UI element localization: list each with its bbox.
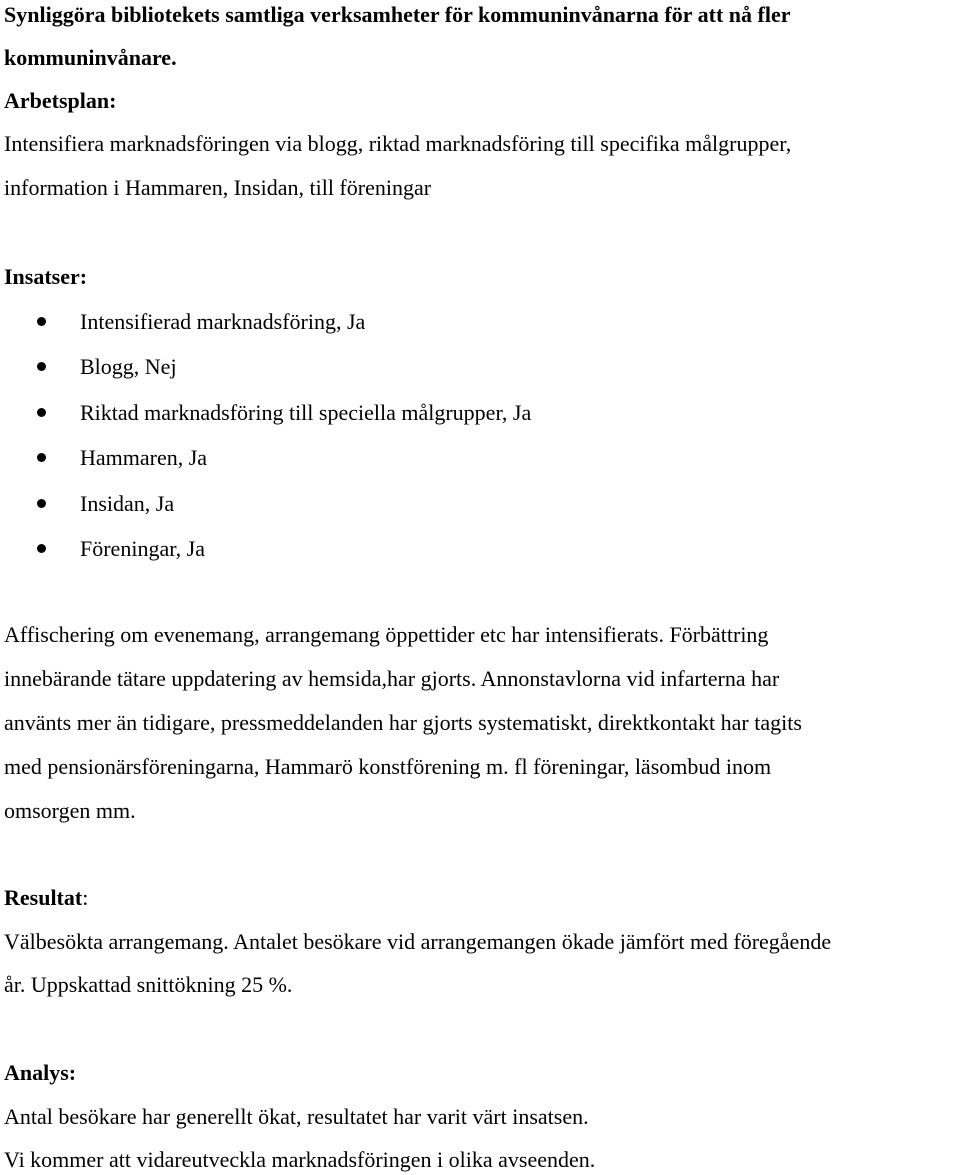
description-line-2: innebärande tätare uppdatering av hemsida,har gjorts. Annonstavlorna vid infarterna har — [4, 666, 780, 691]
analysis-line-1: Antal besökare har generellt ökat, resultatet har varit värt insatsen. — [4, 1104, 589, 1129]
bullet-icon — [37, 362, 46, 371]
description-line-1: Affischering om evenemang, arrangemang öppettider etc har intensifierats. Förbättring — [4, 622, 769, 647]
workplan-line-1: Intensifiera marknadsföringen via blogg, riktad marknadsföring till specifika målgrupper, — [4, 131, 792, 156]
bullet-icon — [37, 317, 46, 326]
list-item-label: Föreningar, Ja — [80, 536, 205, 561]
analysis-heading: Analys: — [4, 1060, 77, 1085]
result-heading-label: Resultat — [4, 885, 83, 910]
description-line-3: använts mer än tidigare, pressmeddelanden har gjorts systematiskt, direktkontakt har tagits — [4, 710, 802, 735]
list-item-label: Blogg, Nej — [80, 354, 177, 379]
efforts-heading: Insatser: — [4, 264, 88, 289]
result-heading-colon: : — [82, 885, 89, 910]
goal-line-1: Synliggöra bibliotekets samtliga verksamheter för kommuninvånarna för att nå fler — [4, 2, 791, 27]
description-line-4: med pensionärsföreningarna, Hammarö konstförening m. fl föreningar, läsombud inom — [4, 754, 772, 779]
bullet-icon — [37, 544, 46, 553]
workplan-line-2: information i Hammaren, Insidan, till föreningar — [4, 175, 432, 200]
description-line-5: omsorgen mm. — [4, 798, 136, 823]
result-line-2: år. Uppskattad snittökning 25 %. — [4, 972, 293, 997]
list-item-label: Insidan, Ja — [80, 491, 175, 516]
list-item-label: Intensifierad marknadsföring, Ja — [80, 309, 366, 334]
goal-line-2: kommuninvånare. — [4, 45, 177, 70]
list-item-label: Hammaren, Ja — [80, 445, 208, 470]
bullet-icon — [37, 499, 46, 508]
workplan-heading: Arbetsplan: — [4, 88, 117, 113]
bullet-icon — [37, 453, 46, 462]
result-heading — [4, 883, 88, 913]
result-line-1: Välbesökta arrangemang. Antalet besökare vid arrangemangen ökade jämfört med föregående — [4, 929, 832, 954]
bullet-icon — [37, 408, 46, 417]
analysis-line-2: Vi kommer att vidareutveckla marknadsföringen i olika avseenden. — [4, 1147, 596, 1172]
list-item-label: Riktad marknadsföring till speciella målgrupper, Ja — [80, 400, 532, 425]
